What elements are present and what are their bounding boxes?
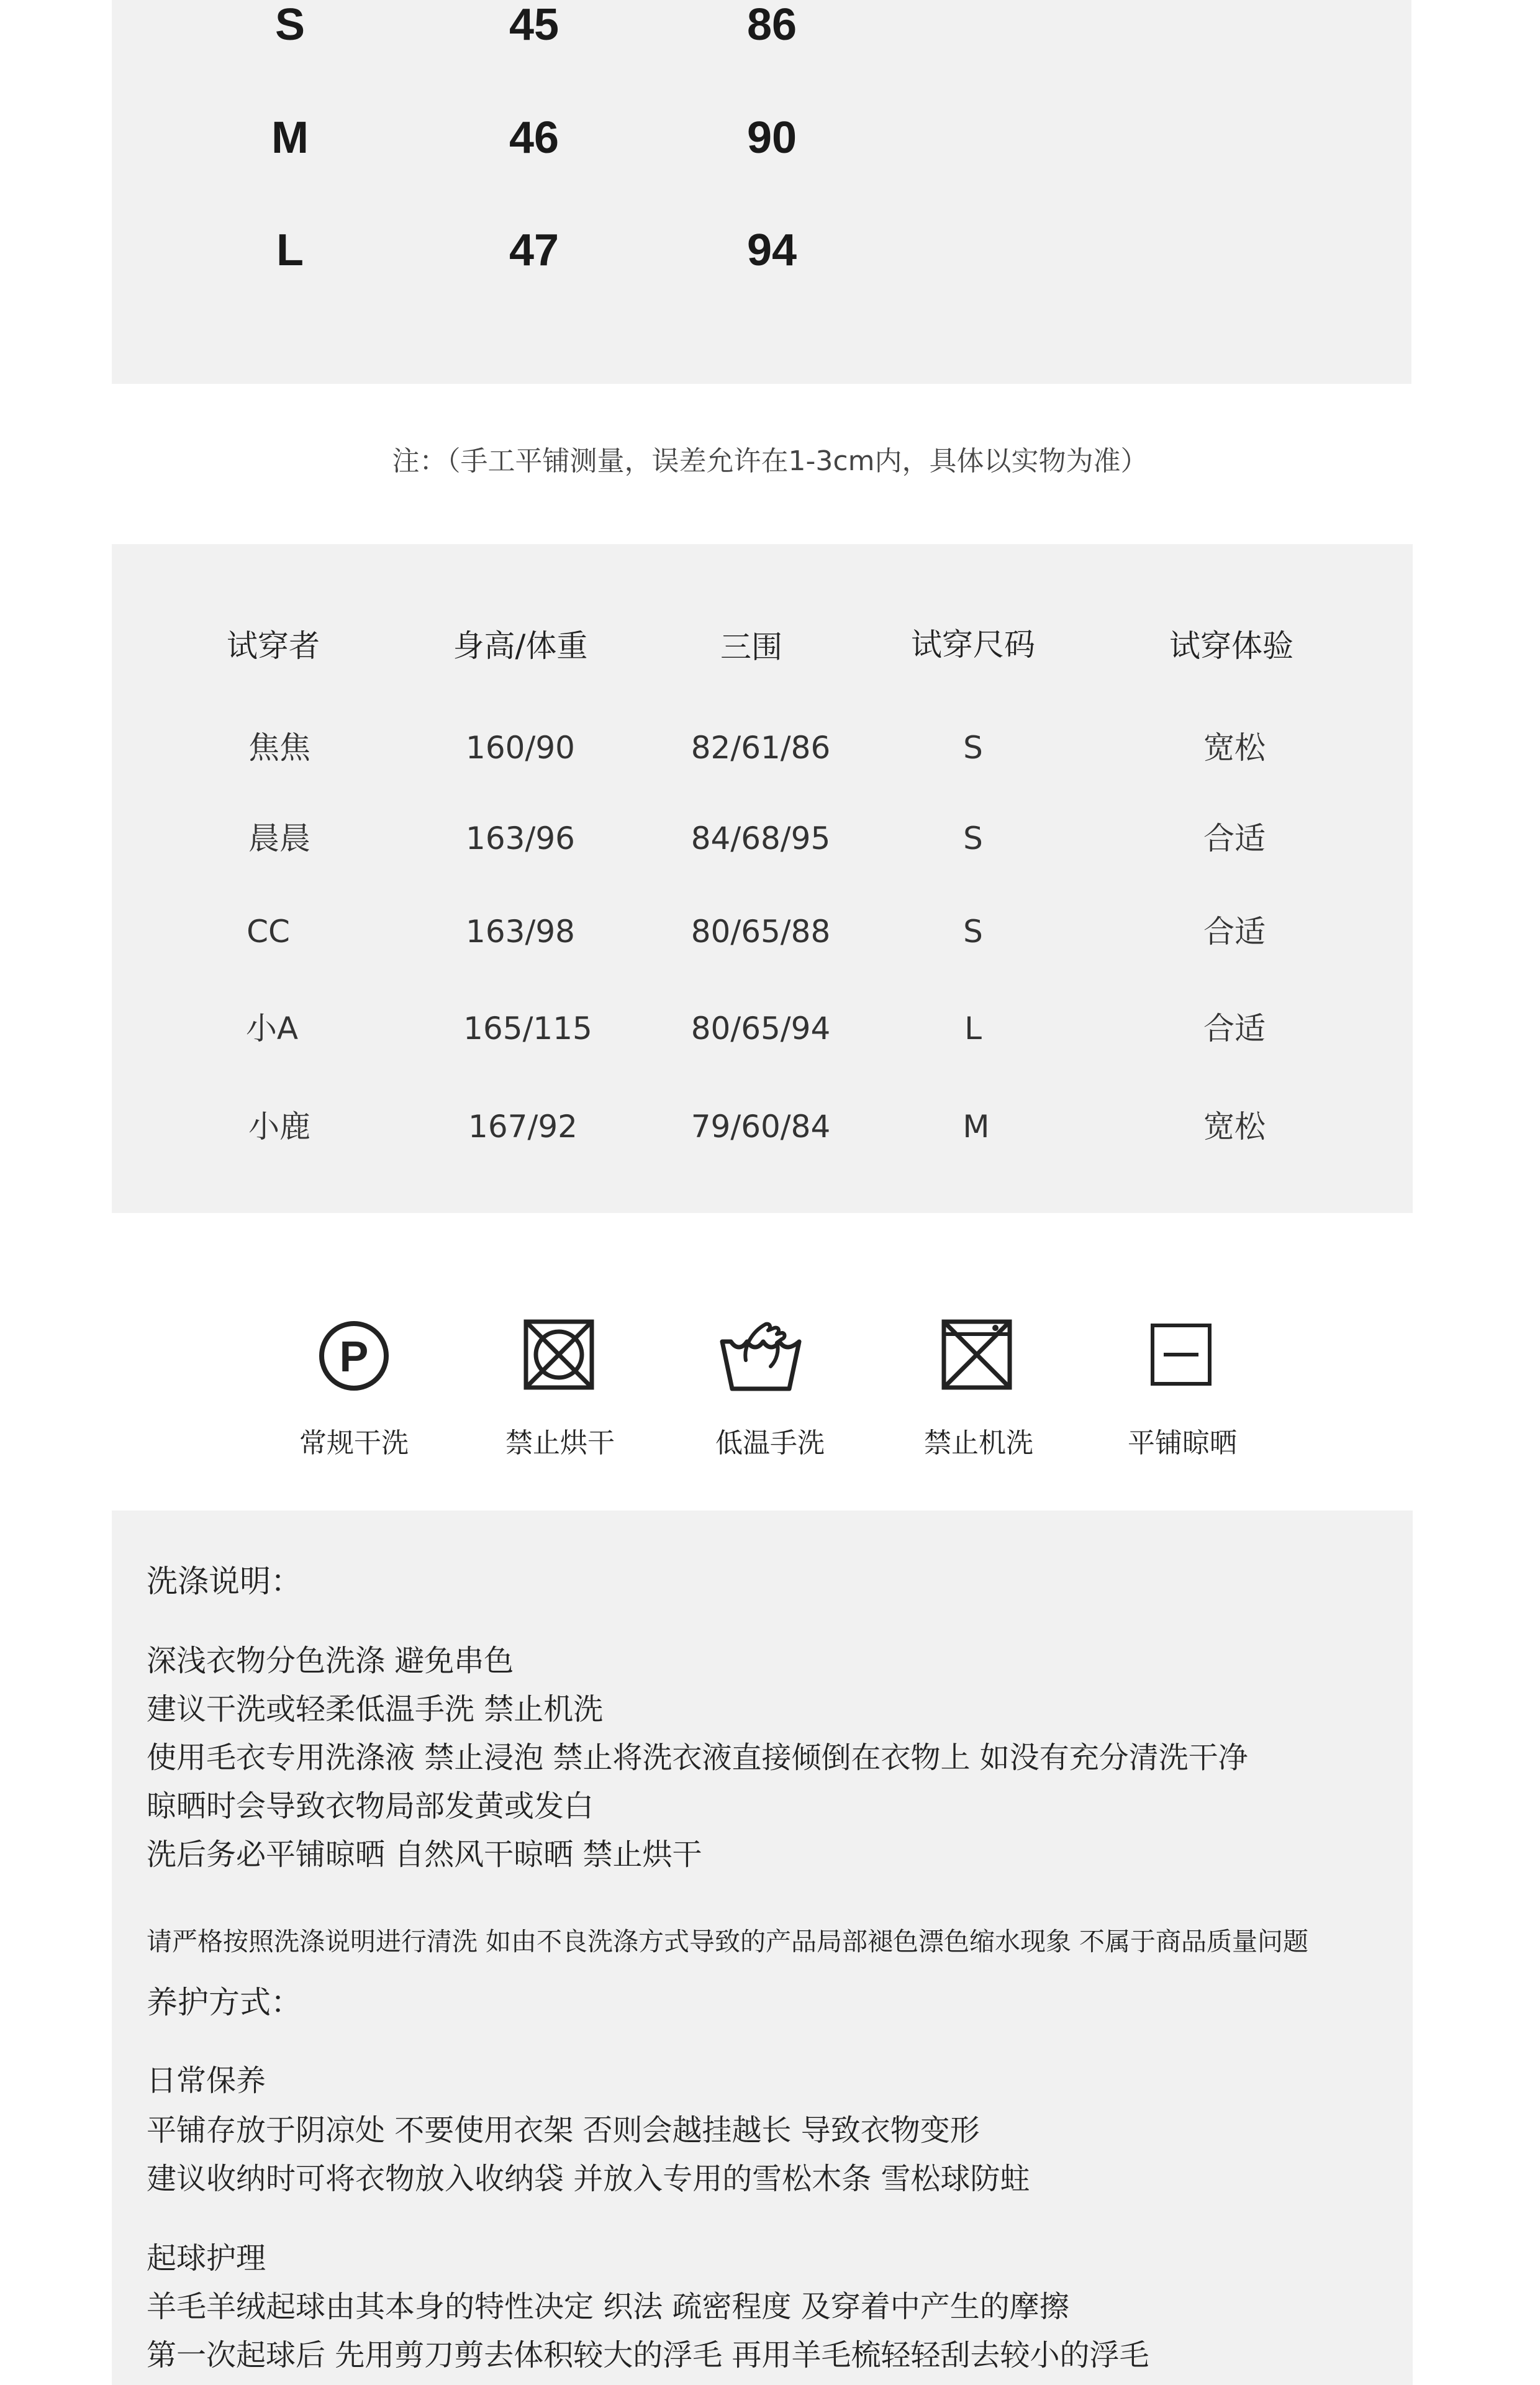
table-cell: 小A [245,1011,299,1047]
table-cell: 宽松 [1203,730,1266,766]
daily-care-line: 平铺存放于阴凉处 不要使用衣架 否则会越挂越长 导致衣物变形 [147,2113,980,2148]
table-cell: 80/65/88 [691,914,831,950]
header-experience: 试穿体验 [1169,628,1293,664]
care-icon-label: 禁止机洗 [924,1427,1033,1459]
wash-warning: 请严格按照洗涤说明进行清洗 如由不良洗涤方式导致的产品局部褪色漂色缩水现象 不属于商品质量问题 [147,1927,1309,1956]
table-cell: 79/60/84 [691,1109,831,1145]
table-cell: S [963,820,983,856]
measurement-note: 注：（手工平铺测量，误差允许在1-3cm内，具体以实物为准） [392,445,1148,477]
table-cell: S [963,914,983,950]
table-cell: S [963,730,983,766]
wash-line: 深浅衣物分色洗涤 避免串色 [147,1643,514,1678]
header-measurements: 三围 [720,629,782,665]
pilling-care-title: 起球护理 [147,2241,266,2276]
size-cell: M [271,113,309,163]
wash-line: 建议干洗或轻柔低温手洗 禁止机洗 [147,1692,604,1727]
header-height-weight: 身高/体重 [453,628,588,664]
size-cell: L [276,225,304,275]
table-cell: 163/96 [466,820,575,856]
care-icon-label: 平铺晾晒 [1128,1427,1237,1459]
table-cell: 82/61/86 [691,730,831,766]
daily-care-line: 建议收纳时可将衣物放入收纳袋 并放入专用的雪松木条 雪松球防蛀 [147,2161,1030,2196]
care-icon-label: 常规干洗 [299,1427,409,1459]
size-value-cell: 46 [509,113,559,163]
maintenance-title: 养护方式： [147,1984,302,2020]
care-icon-label: 禁止烘干 [505,1427,615,1459]
table-cell: 84/68/95 [691,820,831,856]
pilling-care-line: 羊毛羊绒起球由其本身的特性决定 织法 疏密程度 及穿着中产生的摩擦 [147,2289,1069,2324]
table-cell: 163/98 [466,914,575,950]
header-tester: 试穿者 [227,628,320,664]
size-value-cell: 47 [509,225,559,275]
table-cell: 167/92 [468,1109,578,1145]
size-value-cell: 86 [746,0,797,50]
table-cell: 合适 [1203,1011,1266,1047]
wash-line: 晾晒时会导致衣物局部发黄或发白 [147,1789,594,1824]
dry-clean-p-icon [310,1315,397,1396]
daily-care-title: 日常保养 [147,2063,266,2098]
pilling-care-line: 第一次起球后 先用剪刀剪去体积较大的浮毛 再用羊毛梳轻轻刮去较小的浮毛 [147,2338,1149,2373]
size-value-cell: 90 [746,113,797,163]
table-cell: 小鹿 [248,1109,310,1145]
table-cell: 宽松 [1203,1109,1266,1145]
size-value-cell: 94 [746,225,797,275]
table-cell: 160/90 [466,730,575,766]
size-value-cell: 45 [509,0,559,50]
header-size: 试穿尺码 [911,627,1035,663]
wash-instructions-title: 洗涤说明： [147,1563,302,1599]
care-icon-label: 低温手洗 [715,1427,825,1459]
wash-line: 使用毛衣专用洗涤液 禁止浸泡 禁止将洗衣液直接倾倒在衣物上 如没有充分清洗干净 [147,1740,1248,1775]
no-tumble-dry-icon [515,1315,602,1396]
table-cell: 165/115 [463,1011,592,1047]
hand-wash-icon [717,1315,804,1396]
table-cell: 晨晨 [248,820,310,856]
size-cell: S [274,0,306,50]
table-cell: 80/65/94 [691,1011,831,1047]
table-cell: CC [247,914,290,950]
table-cell: M [962,1109,990,1145]
table-cell: 焦焦 [248,730,310,766]
wash-line: 洗后务必平铺晾晒 自然风干晾晒 禁止烘干 [147,1837,702,1872]
size-table-panel [112,0,1411,384]
table-cell: 合适 [1203,914,1266,950]
table-cell: L [964,1011,982,1047]
no-machine-wash-icon [933,1315,1020,1396]
dry-flat-icon [1138,1315,1225,1396]
svg-text:P: P [339,1332,369,1381]
table-cell: 合适 [1203,820,1266,856]
